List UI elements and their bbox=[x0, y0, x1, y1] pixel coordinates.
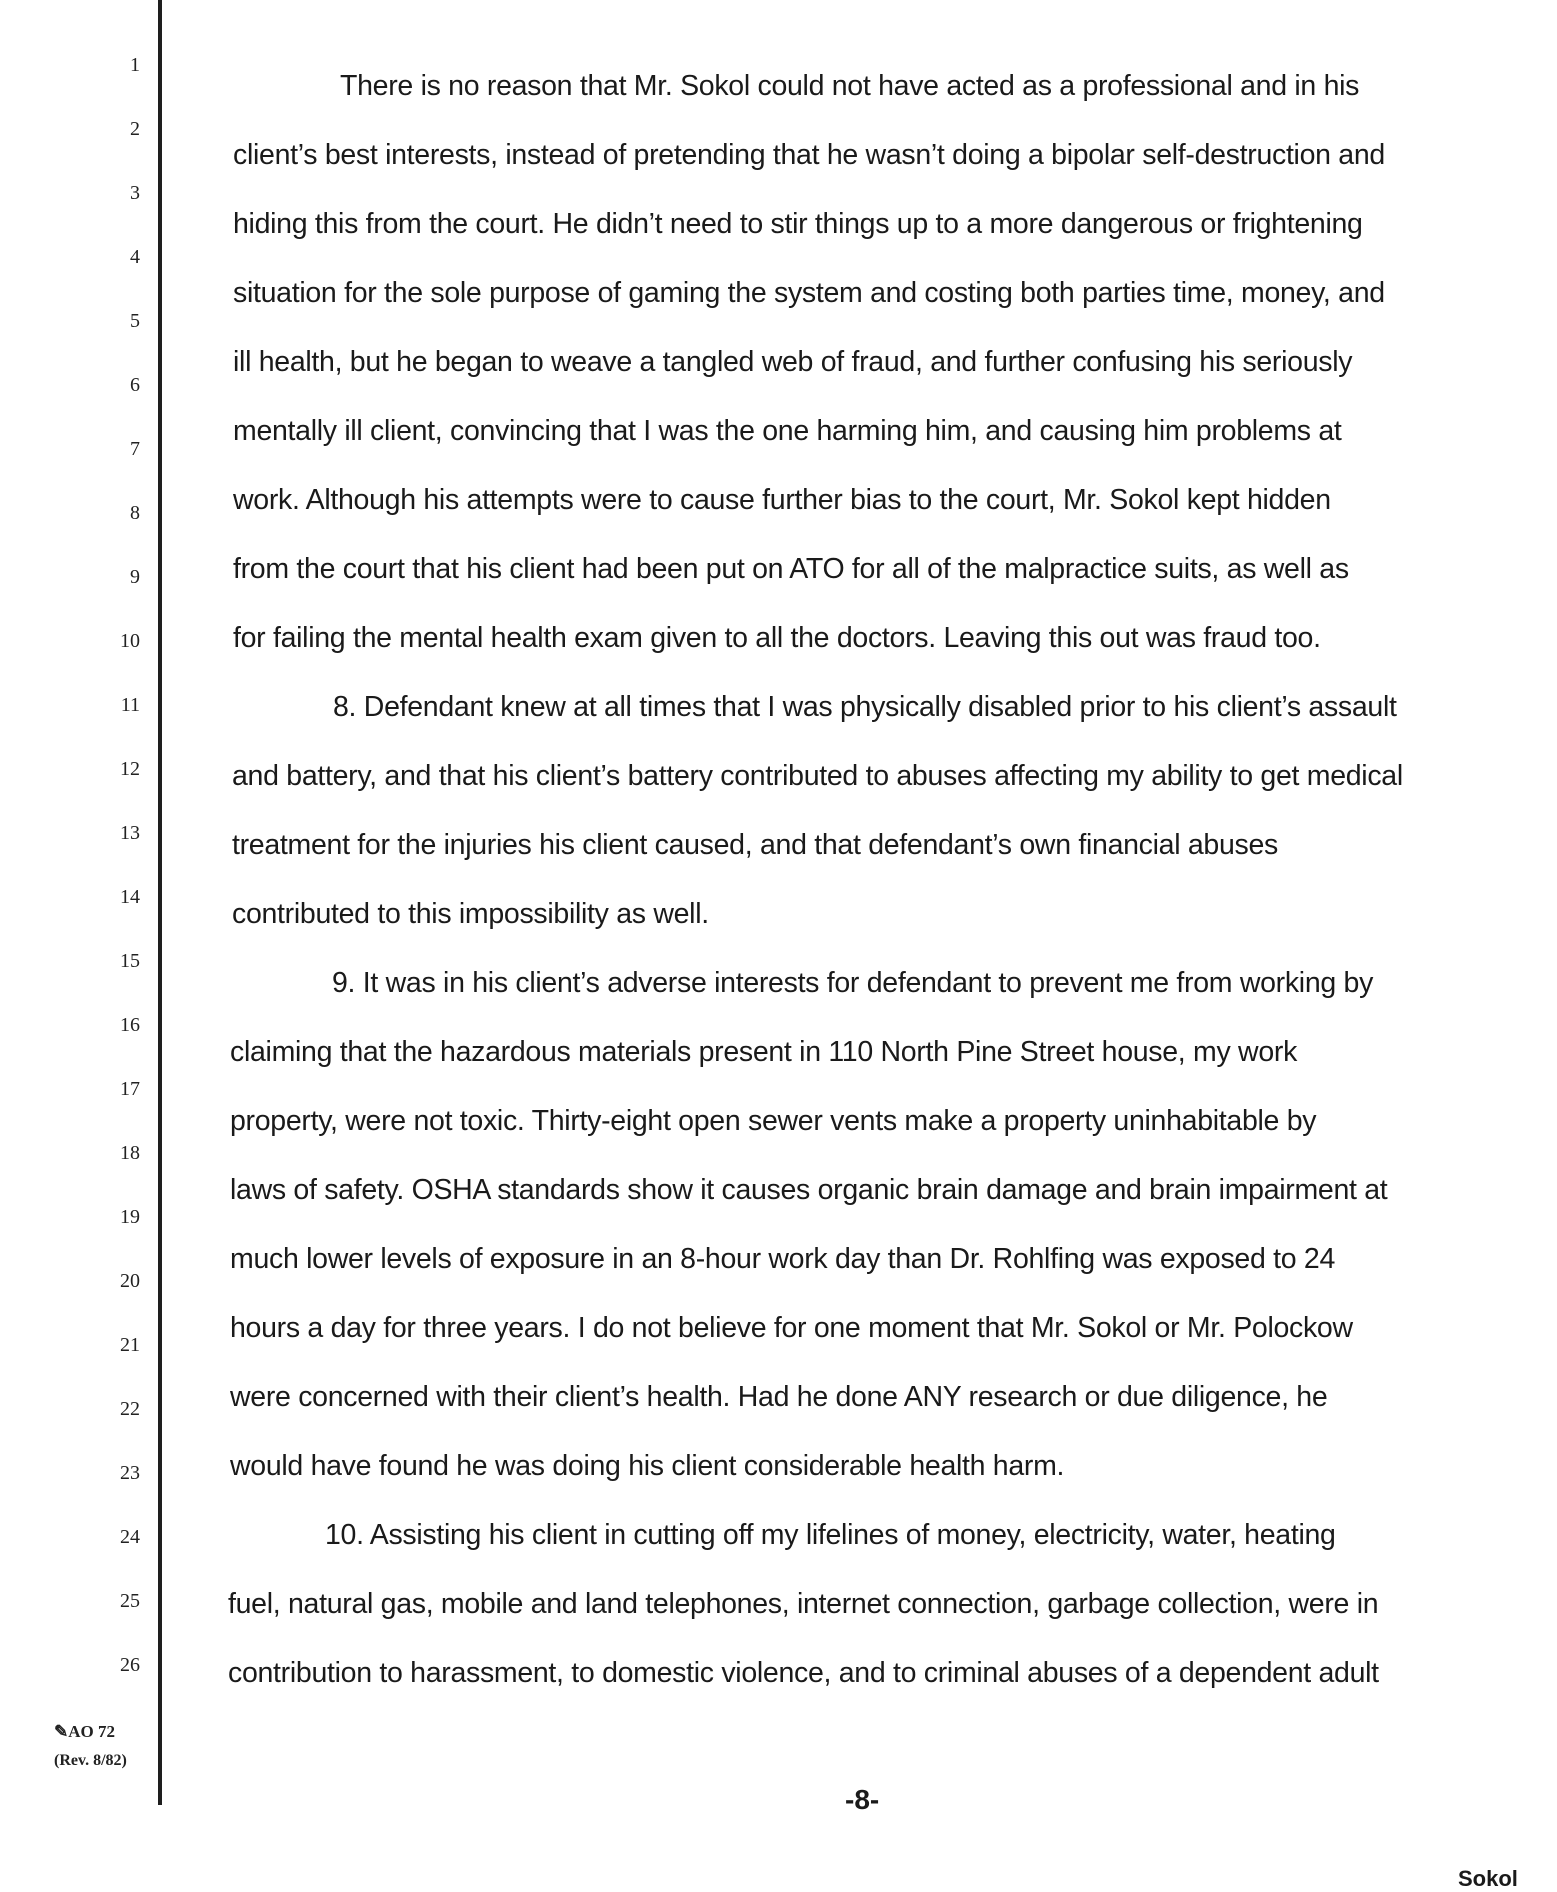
page-number: -8- bbox=[845, 1784, 880, 1815]
body-line: client’s best interests, instead of pretending that he wasn’t doing a bipolar self-destruction and bbox=[233, 139, 1385, 171]
line-number: 12 bbox=[120, 758, 140, 780]
line-number: 24 bbox=[120, 1526, 140, 1548]
line-number: 21 bbox=[120, 1334, 140, 1356]
line-number: 16 bbox=[120, 1014, 140, 1036]
body-line: property, were not toxic. Thirty-eight open sewer vents make a property uninhabitable by bbox=[230, 1105, 1317, 1137]
line-number: 19 bbox=[120, 1206, 140, 1228]
line-number: 7 bbox=[130, 438, 140, 460]
line-number: 10 bbox=[120, 630, 140, 652]
body-line: hours a day for three years. I do not believe for one moment that Mr. Sokol or Mr. Polockow bbox=[230, 1312, 1353, 1344]
line-number: 18 bbox=[120, 1142, 140, 1164]
line-number: 17 bbox=[120, 1078, 140, 1100]
body-line: situation for the sole purpose of gaming the system and costing both parties time, money, and bbox=[233, 277, 1385, 309]
line-number: 5 bbox=[130, 310, 140, 332]
line-number: 22 bbox=[120, 1398, 140, 1420]
body-line: hiding this from the court. He didn’t need to stir things up to a more dangerous or frightening bbox=[233, 208, 1363, 240]
body-line: 8. Defendant knew at all times that I was physically disabled prior to his client’s assault bbox=[333, 691, 1397, 723]
body-line: for failing the mental health exam given to all the doctors. Leaving this out was fraud too. bbox=[233, 622, 1321, 654]
body-line: mentally ill client, convincing that I was the one harming him, and causing him problems at bbox=[233, 415, 1342, 447]
body-line: 10. Assisting his client in cutting off my lifelines of money, electricity, water, heating bbox=[325, 1519, 1336, 1551]
line-number: 9 bbox=[130, 566, 140, 588]
line-number: 1 bbox=[130, 54, 140, 76]
form-revision: (Rev. 8/82) bbox=[54, 1752, 127, 1769]
line-number: 11 bbox=[120, 694, 140, 716]
line-number: 6 bbox=[130, 374, 140, 396]
body-line: much lower levels of exposure in an 8-hour work day than Dr. Rohlfing was exposed to 24 bbox=[230, 1243, 1336, 1275]
footer-name: Sokol bbox=[1458, 1866, 1518, 1891]
body-line: fuel, natural gas, mobile and land telephones, internet connection, garbage collection, were in bbox=[228, 1588, 1379, 1620]
line-number: 25 bbox=[120, 1590, 140, 1612]
line-number: 15 bbox=[120, 950, 140, 972]
line-number: 23 bbox=[120, 1462, 140, 1484]
form-id: ✎AO 72 bbox=[54, 1722, 115, 1741]
body-line: 9. It was in his client’s adverse interests for defendant to prevent me from working by bbox=[332, 967, 1374, 999]
body-line: were concerned with their client’s health. Had he done ANY research or due diligence, he bbox=[230, 1381, 1328, 1413]
body-line: claiming that the hazardous materials present in 110 North Pine Street house, my work bbox=[230, 1036, 1298, 1068]
line-number: 2 bbox=[130, 118, 140, 140]
line-number: 8 bbox=[130, 502, 140, 524]
body-line: and battery, and that his client’s battery contributed to abuses affecting my ability to get medical bbox=[232, 760, 1403, 792]
body-line: contribution to harassment, to domestic violence, and to criminal abuses of a dependent adult bbox=[228, 1657, 1379, 1689]
line-number: 20 bbox=[120, 1270, 140, 1292]
margin-rule bbox=[158, 0, 162, 1805]
body-line: work. Although his attempts were to cause further bias to the court, Mr. Sokol kept hidden bbox=[233, 484, 1331, 516]
body-line: laws of safety. OSHA standards show it causes organic brain damage and brain impairment at bbox=[230, 1174, 1388, 1206]
body-line: would have found he was doing his client considerable health harm. bbox=[230, 1450, 1065, 1482]
body-line: from the court that his client had been put on ATO for all of the malpractice suits, as well as bbox=[233, 553, 1349, 585]
body-line: There is no reason that Mr. Sokol could not have acted as a professional and in his bbox=[340, 70, 1360, 102]
body-line: treatment for the injuries his client caused, and that defendant’s own financial abuses bbox=[232, 829, 1278, 861]
line-number: 4 bbox=[130, 246, 140, 268]
body-line: ill health, but he began to weave a tangled web of fraud, and further confusing his seriously bbox=[233, 346, 1353, 378]
line-number: 14 bbox=[120, 886, 140, 908]
body-line: contributed to this impossibility as well. bbox=[232, 898, 709, 930]
line-number: 13 bbox=[120, 822, 140, 844]
line-number: 26 bbox=[120, 1654, 140, 1676]
line-number: 3 bbox=[130, 182, 140, 204]
